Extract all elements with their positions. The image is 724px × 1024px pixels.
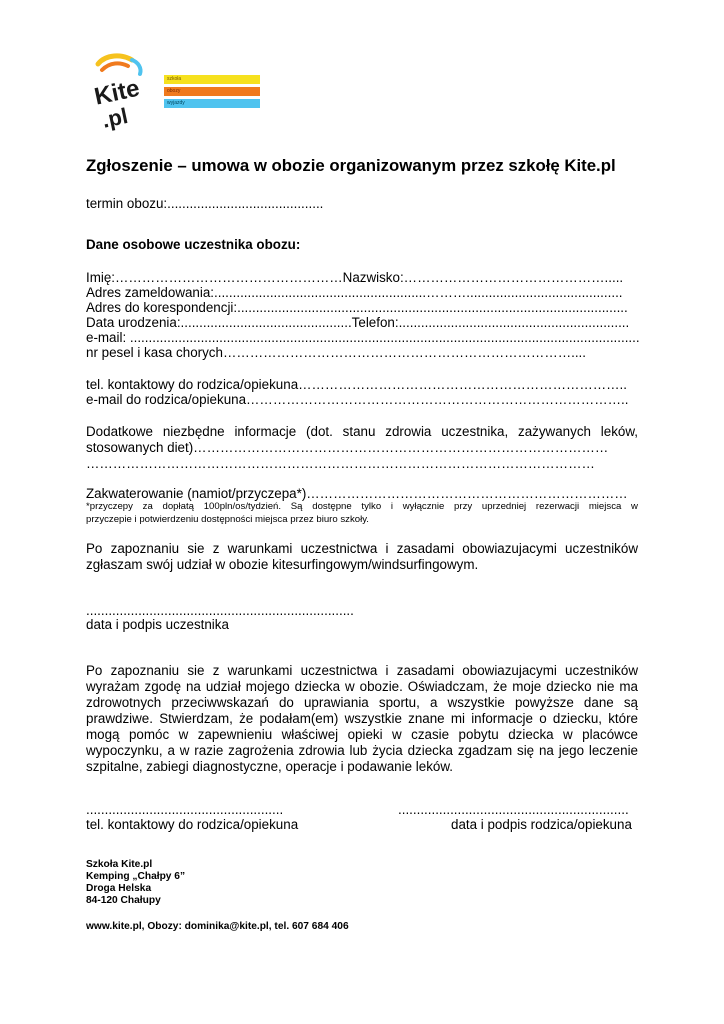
participant-signature-line[interactable]: ........................................................................ <box>86 603 354 618</box>
parent-signature-line[interactable]: .............................................................. <box>398 802 629 817</box>
parent-phone-field[interactable]: tel. kontaktowy do rodzica/opiekuna……………………………………………………………….. <box>86 377 627 392</box>
accommodation-field[interactable]: Zakwaterowanie (namiot/przyczepa*)……………………………………………………………… <box>86 486 628 501</box>
parent-email-field[interactable]: e-mail do rodzica/opiekuna………………………………………………………………………….. <box>86 392 629 407</box>
school-address-line: 84-120 Chałupy <box>86 895 161 906</box>
school-address-line: Kemping „Chałpy 6” <box>86 871 186 882</box>
svg-text:Kite: Kite <box>92 74 142 111</box>
footnote: *przyczepy za dopłatą 100pln/os/tydzień. Są dostępne tylko i wyłącznie przy uprzedniej rezerwacji miejsca w przyczepie i potwierdzeniu dostępności miejsca przez biuro szkoły. <box>86 501 638 525</box>
additional-info-field[interactable]: Dodatkowe niezbędne informacje (dot. stanu zdrowia uczestnika, zażywanych leków, stosowanych diet)………………………………………………………………………………… …………………………………………………………………………………………………… <box>86 424 638 471</box>
parent-signature-label: data i podpis rodzica/opiekuna <box>451 817 632 832</box>
page-title: Zgłoszenie – umowa w obozie organizowanym przez szkołę Kite.pl <box>86 156 616 175</box>
pesel-field[interactable]: nr pesel i kasa chorych…………………………………………………………………….... <box>86 345 586 360</box>
participant-consent: Po zapoznaniu sie z warunkami uczestnictwa i zasadami obowiazujacymi uczestników zgłaszam swój udział w obozie kitesurfingowym/windsurfingowym. <box>86 541 638 572</box>
logo-bar-obozy: obozy <box>164 87 260 96</box>
participant-signature-label: data i podpis uczestnika <box>86 617 229 632</box>
svg-text:.pl: .pl <box>99 103 131 133</box>
school-address-line: Droga Helska <box>86 883 152 894</box>
parent-phone-signature-label: tel. kontaktowy do rodzica/opiekuna <box>86 817 299 832</box>
parent-phone-signature-line[interactable]: ..................................................... <box>86 802 284 817</box>
name-surname-field[interactable]: Imię:……………………………………………Nazwisko:………………………………………..... <box>86 270 624 285</box>
school-name: Szkoła Kite.pl <box>86 859 153 870</box>
email-field[interactable]: e-mail: ......................................................................................................................................... <box>86 330 640 345</box>
section-heading: Dane osobowe uczestnika obozu: <box>86 237 301 252</box>
logo-bar-szkola: szkoła <box>164 75 260 84</box>
correspondence-address-field[interactable]: Adres do korespondencji:......................................................................................................... <box>86 300 628 315</box>
birthdate-phone-field[interactable]: Data urodzenia:..............................................Telefon:.............................................................. <box>86 315 630 330</box>
parent-consent: Po zapoznaniu sie z warunkami uczestnictwa i zasadami obowiazujacymi uczestników wyrażam zgodę na udział mojego dziecka w obozie. Oświadczam, że moje dziecko nie ma zdrowotnych przeciwwskazań do uprawiania sportu, a wszystkie powyższe dane są prawdziwe. Stwierdzam, że podałam(em) wszystkie znane mi informacje o dziecku, które mogą pomóc w zapewnieniu właściwej opieki w czasie pobytu dziecka w placówce wypoczynku, a w razie zagrożenia zdrowia lub życia dziecka zgadzam się na jego leczenie szpitalne, zabiegi diagnostyczne, operacje i podawanie leków. <box>86 663 638 774</box>
camp-date-field[interactable]: termin obozu:.......................................... <box>86 196 324 211</box>
contact-info: www.kite.pl, Obozy: dominika@kite.pl, tel. 607 684 406 <box>86 921 349 932</box>
registered-address-field[interactable]: Adres zameldowania:.........................................................……….......................................... <box>86 285 623 300</box>
logo-bar-wyjazdy: wyjazdy <box>164 99 260 108</box>
kite-pl-logo <box>88 52 148 134</box>
kite-icon <box>88 52 148 134</box>
